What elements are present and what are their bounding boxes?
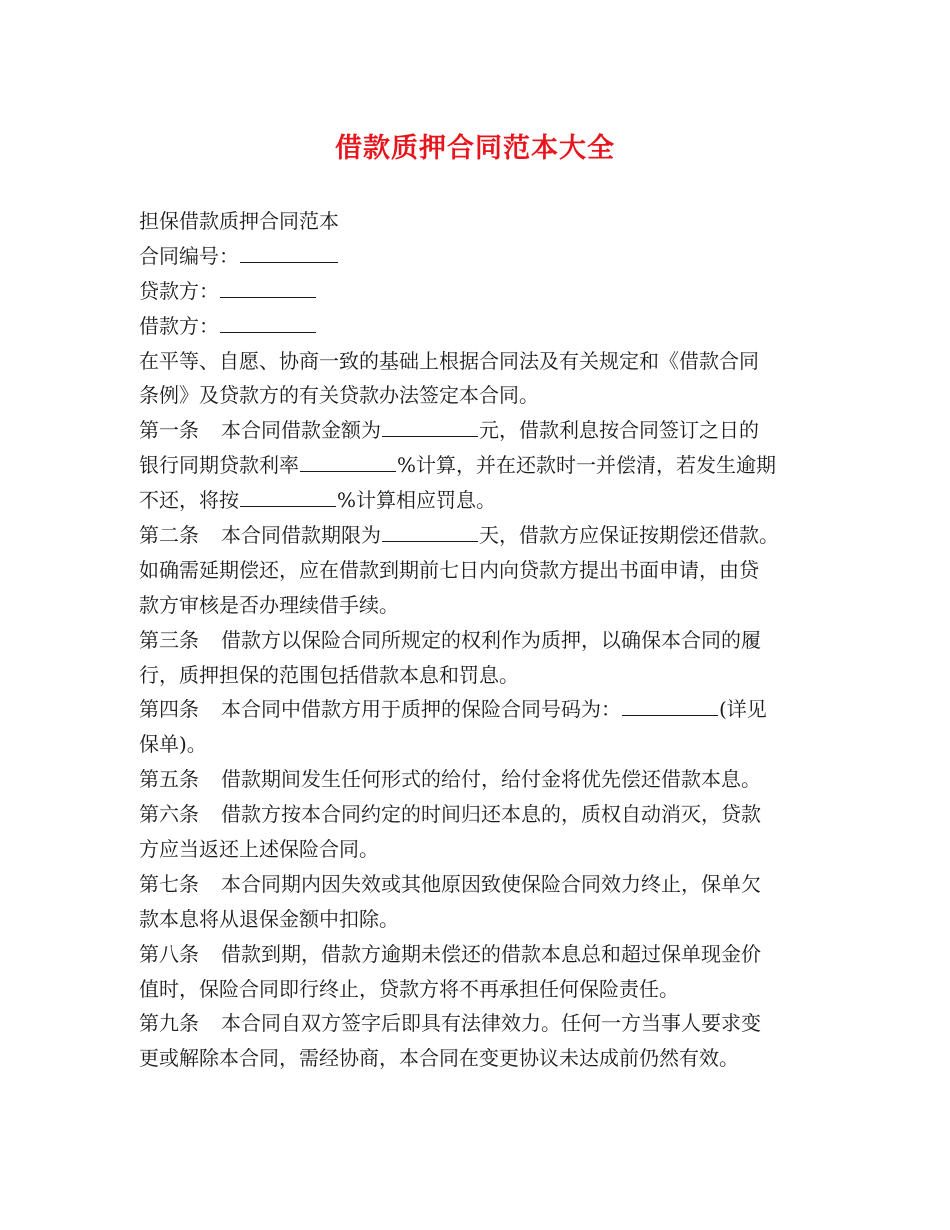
article-text: 借款方以保险合同所规定的权利作为质押，以确保本合同的履 — [221, 627, 761, 652]
article-text: 借款方按本合同约定的时间归还本息的，质权自动消灭，贷款 — [221, 802, 761, 827]
article-5-line — [139, 762, 819, 797]
document-subtitle: 担保借款质押合同范本 — [139, 209, 339, 233]
article-text: 元，借款利息按合同签订之日的 — [479, 418, 759, 443]
article-1-line — [139, 483, 819, 518]
article-text: 本合同期内因失效或其他原因致使保险合同效力终止，保单欠 — [221, 871, 761, 896]
borrower-blank — [220, 310, 316, 333]
article-text: %计算，并在还款时一并偿清，若发生逾期 — [397, 453, 777, 478]
article-6-line: 方应当返还上述保险合同。 — [139, 837, 379, 862]
article-1-line — [139, 413, 819, 448]
preamble-line: 条例》及贷款方的有关贷款办法签定本合同。 — [139, 383, 539, 408]
borrower-field — [139, 309, 819, 344]
article-4-line — [139, 692, 819, 727]
interest-rate-blank — [300, 449, 396, 472]
article-text: 借款到期，借款方逾期未偿还的借款本息总和超过保单现金价 — [221, 941, 761, 966]
article-9-line: 更或解除本合同，需经协商，本合同在变更协议未达成前仍然有效。 — [139, 1046, 739, 1071]
preamble-line: 在平等、自愿、协商一致的基础上根据合同法及有关规定和《借款合同 — [139, 348, 759, 373]
article-number: 第五条 — [139, 767, 199, 792]
loan-term-blank — [382, 519, 478, 542]
article-text: 天，借款方应保证按期偿还借款。 — [479, 523, 779, 548]
policy-number-blank — [622, 693, 718, 716]
borrower-label: 借款方： — [139, 313, 219, 338]
article-number: 第二条 — [139, 523, 199, 548]
article-8-line: 值时，保险合同即行终止，贷款方将不再承担任何保险责任。 — [139, 976, 679, 1001]
article-2-line — [139, 518, 819, 553]
article-7-line: 款本息将从退保金额中扣除。 — [139, 906, 399, 931]
article-6-line — [139, 797, 819, 832]
article-9-line — [139, 1006, 819, 1041]
lender-field — [139, 274, 819, 309]
article-3-line: 行，质押担保的范围包括借款本息和罚息。 — [139, 662, 519, 687]
article-text: 不还，将按 — [139, 488, 239, 513]
article-number: 第七条 — [139, 871, 199, 896]
article-number: 第一条 — [139, 418, 199, 443]
article-text: %计算相应罚息。 — [337, 488, 497, 513]
article-text: (详见 — [719, 697, 767, 722]
contract-number-label: 合同编号： — [139, 243, 239, 268]
article-number: 第八条 — [139, 941, 199, 966]
article-text: 本合同自双方签字后即具有法律效力。任何一方当事人要求变 — [221, 1011, 761, 1036]
article-2-line: 款方审核是否办理续借手续。 — [139, 592, 399, 617]
article-1-line — [139, 448, 819, 483]
lender-blank — [220, 275, 316, 298]
article-text: 借款期间发生任何形式的给付，给付金将优先偿还借款本息。 — [221, 767, 761, 792]
contract-number-blank — [240, 240, 338, 263]
document-title: 借款质押合同范本大全 — [335, 133, 615, 164]
article-number: 第六条 — [139, 802, 199, 827]
article-7-line — [139, 867, 819, 902]
loan-amount-blank — [382, 414, 478, 437]
article-text: 本合同中借款方用于质押的保险合同号码为： — [221, 697, 621, 722]
penalty-rate-blank — [240, 484, 336, 507]
article-4-line: 保单)。 — [139, 732, 207, 757]
article-number: 第四条 — [139, 697, 199, 722]
lender-label: 贷款方： — [139, 278, 219, 303]
article-8-line — [139, 937, 819, 972]
document-body — [139, 204, 819, 1076]
contract-number-field — [139, 239, 819, 274]
article-2-line: 如确需延期偿还，应在借款到期前七日内向贷款方提出书面申请，由贷 — [139, 557, 759, 582]
article-text: 本合同借款金额为 — [221, 418, 381, 443]
article-text: 本合同借款期限为 — [221, 523, 381, 548]
article-text: 银行同期贷款利率 — [139, 453, 299, 478]
article-number: 第九条 — [139, 1011, 199, 1036]
article-3-line — [139, 623, 819, 658]
article-number: 第三条 — [139, 627, 199, 652]
